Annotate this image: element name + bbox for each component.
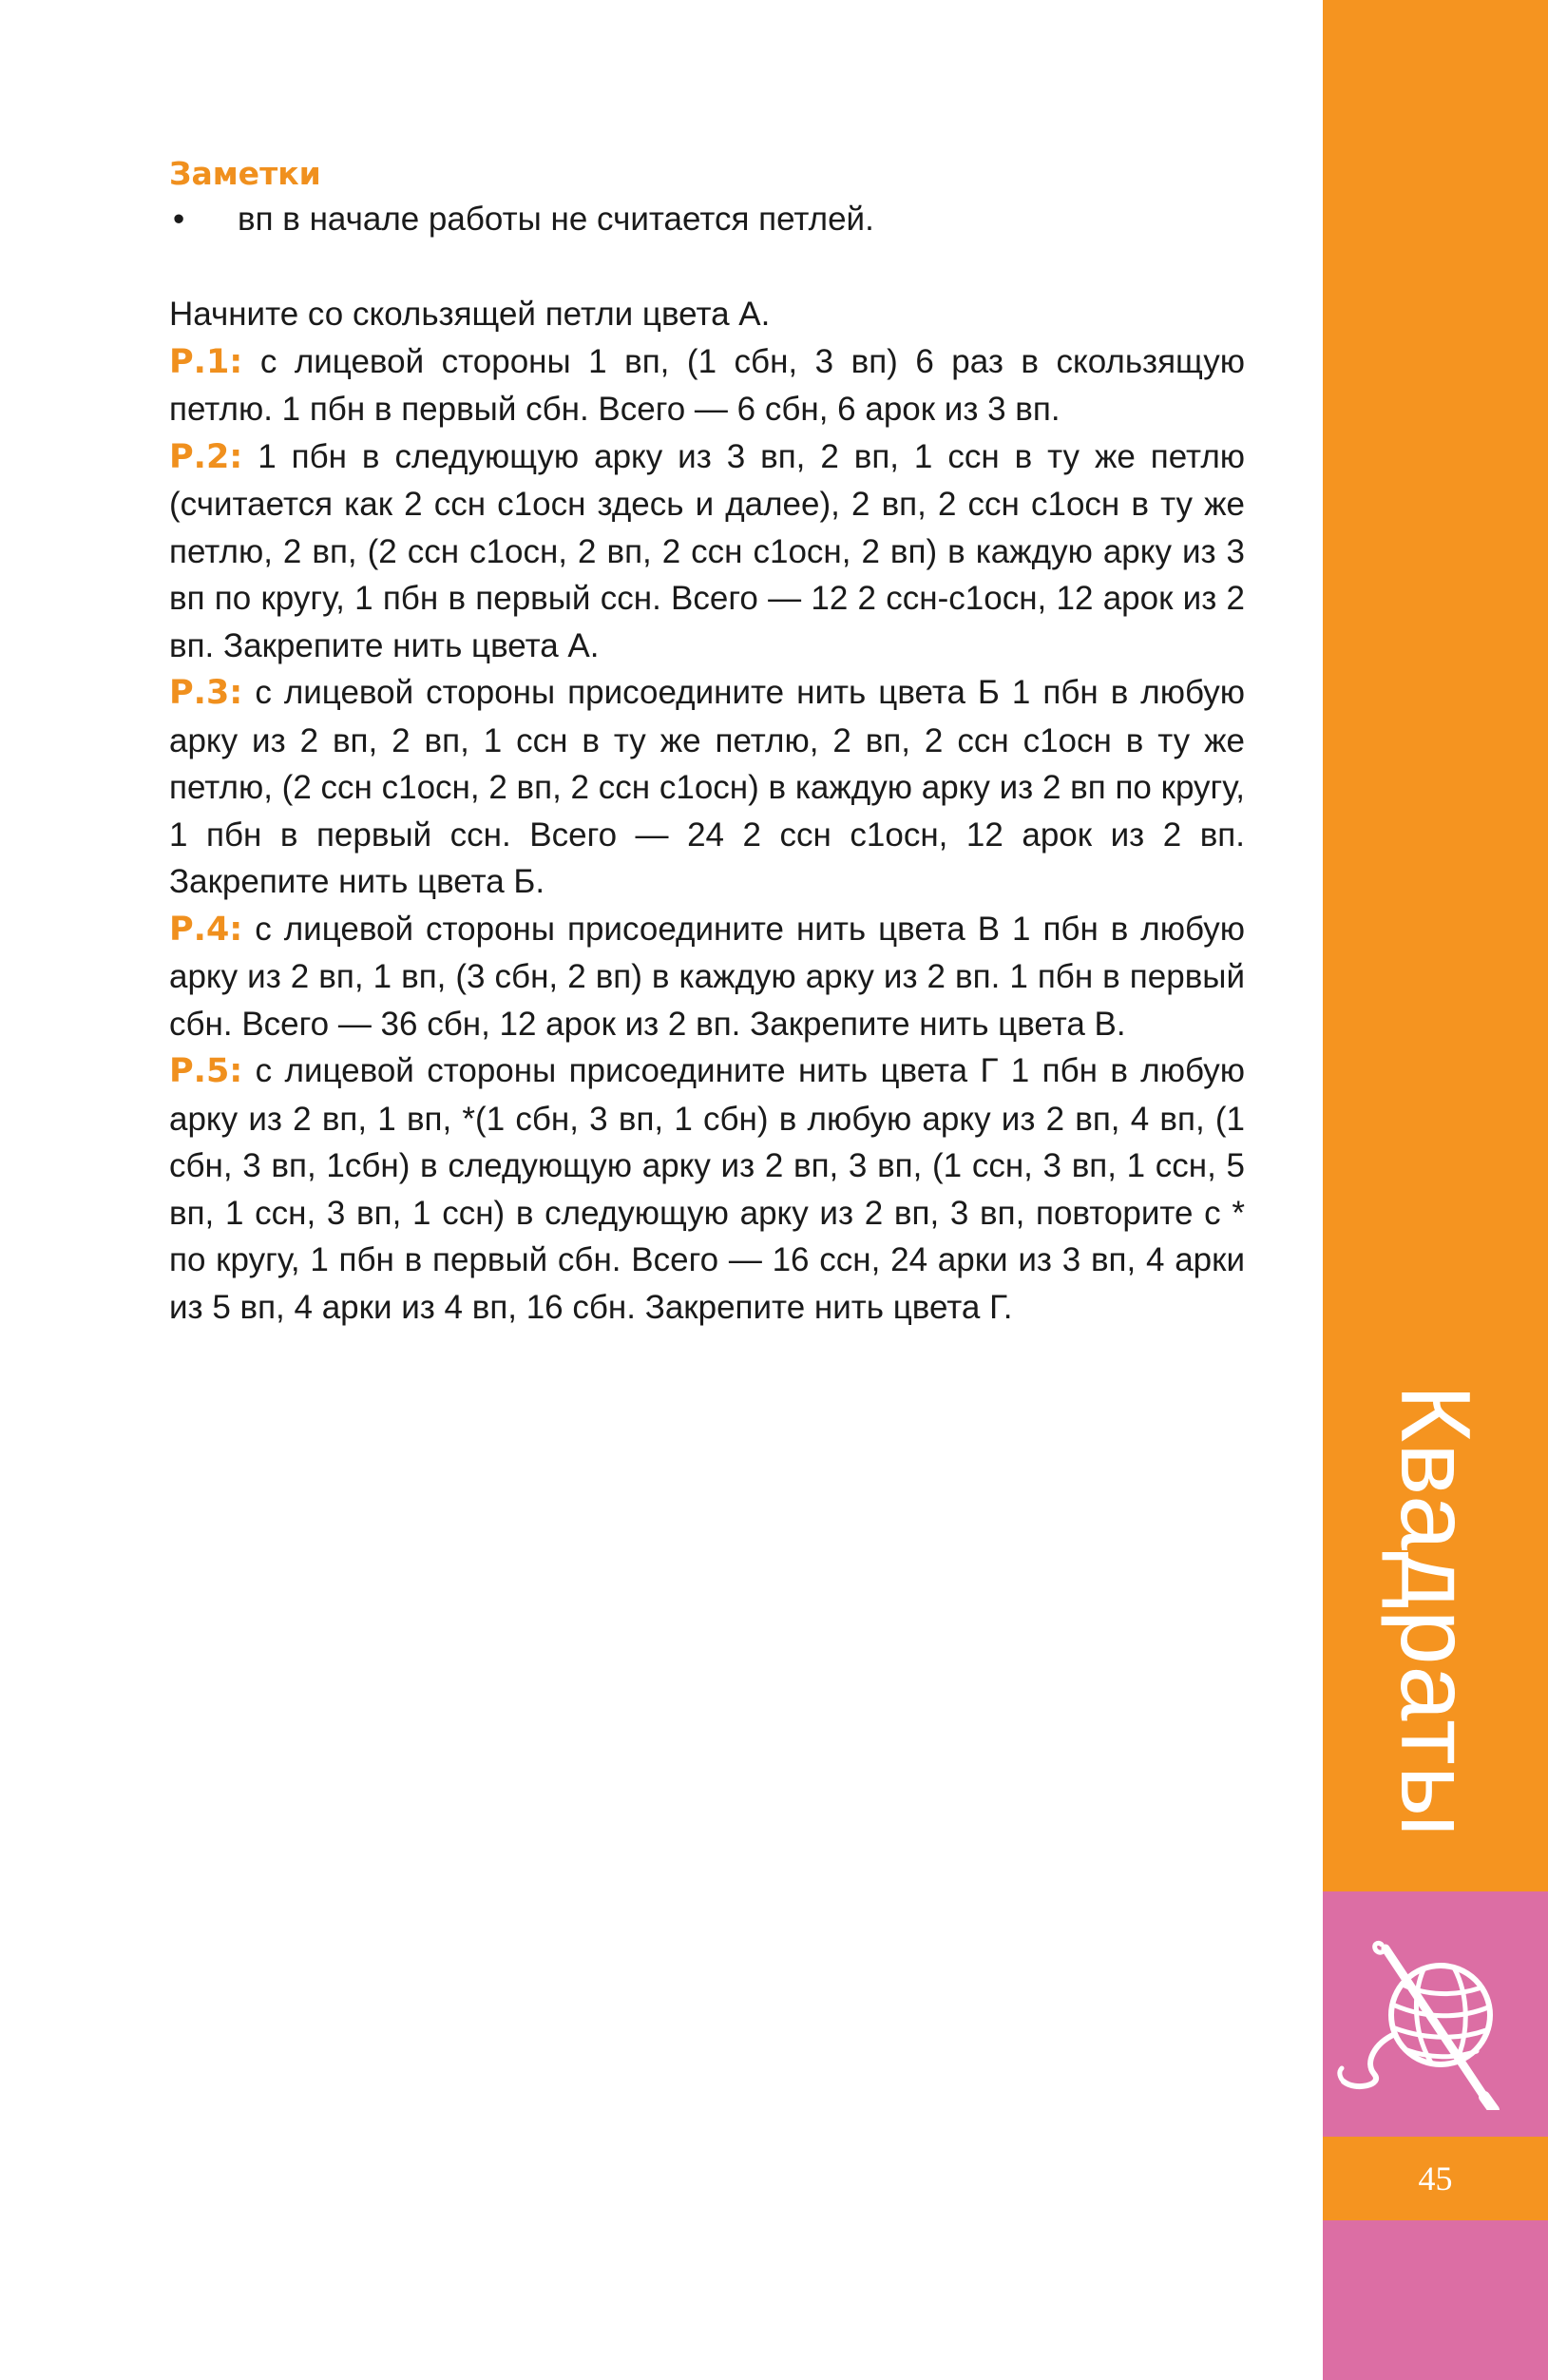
row-text: с лицевой стороны присоедините нить цвета Г 1 пбн в любую арку из 2 вп, 1 вп, *(1 сбн, 3 вп, 1 сбн) в любую арку из 2 вп, 4 вп, (1 сбн, 3 вп, 1сбн) в следующую арку из 2 вп, 3 вп, (1 ссн, 3 вп, 1 ссн, 5 вп, 1 ссн, 3 вп, 1 ссн) в следующую арку из 2 вп, 3 вп, повторите с * по кругу, 1 пбн в первый сбн. Всего — 16 ссн, 24 арки из 3 вп, 4 арки из 5 вп, 4 арки из 4 вп, 16 сбн. Закрепите нить цвета Г. <box>169 1052 1245 1326</box>
row-label: Р.3: <box>169 674 243 712</box>
intro-paragraph: Начните со скользящей петли цвета А. <box>169 296 771 333</box>
row-text: 1 пбн в следующую арку из 3 вп, 2 вп, 1 ссн в ту же петлю (считается как 2 ссн с1осн здесь и далее), 2 вп, 2 ссн с1осн в ту же петлю, 2 вп, (2 ссн с1осн, 2 вп, 2 ссн с1осн, 2 вп) в каждую арку из 3 вп по кругу, 1 пбн в первый ссн. Всего — 12 2 ссн-с1осн, 12 арок из 2 вп. Закрепите нить цвета А. <box>169 437 1245 664</box>
row-text: с лицевой стороны присоедините нить цвета Б 1 пбн в любую арку из 2 вп, 2 вп, 1 ссн в ту же петлю, 2 вп, 2 ссн с1осн в ту же петлю, (2 ссн с1осн, 2 вп, 2 ссн с1осн) в каждую арку из 2 вп по кругу, 1 пбн в первый ссн. Всего — 24 2 ссн с1осн, 12 арок из 2 вп. Закрепите нить цвета Б. <box>169 674 1245 900</box>
row-4 <box>169 906 1245 1048</box>
notes-item <box>169 196 1245 243</box>
page-number: 45 <box>1418 2159 1453 2198</box>
row-text: с лицевой стороны присоедините нить цвета В 1 пбн в любую арку из 2 вп, 1 вп, (3 сбн, 2 вп) в каждую арку из 2 вп. 1 пбн в первый сбн. Всего — 36 сбн, 12 арок из 2 вп. Закрепите нить цвета В. <box>169 910 1245 1043</box>
row-5 <box>169 1047 1245 1331</box>
sidebar-pink-bottom-band <box>1323 2220 1548 2380</box>
row-label: Р.4: <box>169 910 243 949</box>
row-1 <box>169 338 1245 433</box>
section-title: Квадраты <box>1380 1384 1490 1838</box>
row-label: Р.2: <box>169 437 243 476</box>
notes-item-text: вп в начале работы не считается петлей. <box>238 201 874 238</box>
row-label: Р.1: <box>169 342 243 381</box>
row-3 <box>169 669 1245 906</box>
sidebar-page-number-band <box>1323 2137 1548 2220</box>
page-content <box>169 152 1245 1331</box>
notes-heading: Заметки <box>169 155 321 192</box>
yarn-ball-crochet-hook-icon <box>1336 1939 1517 2110</box>
row-2 <box>169 433 1245 670</box>
row-text: с лицевой стороны 1 вп, (1 сбн, 3 вп) 6 раз в скользящую петлю. 1 пбн в первый сбн. Всего — 6 сбн, 6 арок из 3 вп. <box>169 342 1245 428</box>
row-label: Р.5: <box>169 1052 243 1090</box>
bullet-icon: • <box>173 201 185 238</box>
notes-list <box>169 196 1245 243</box>
